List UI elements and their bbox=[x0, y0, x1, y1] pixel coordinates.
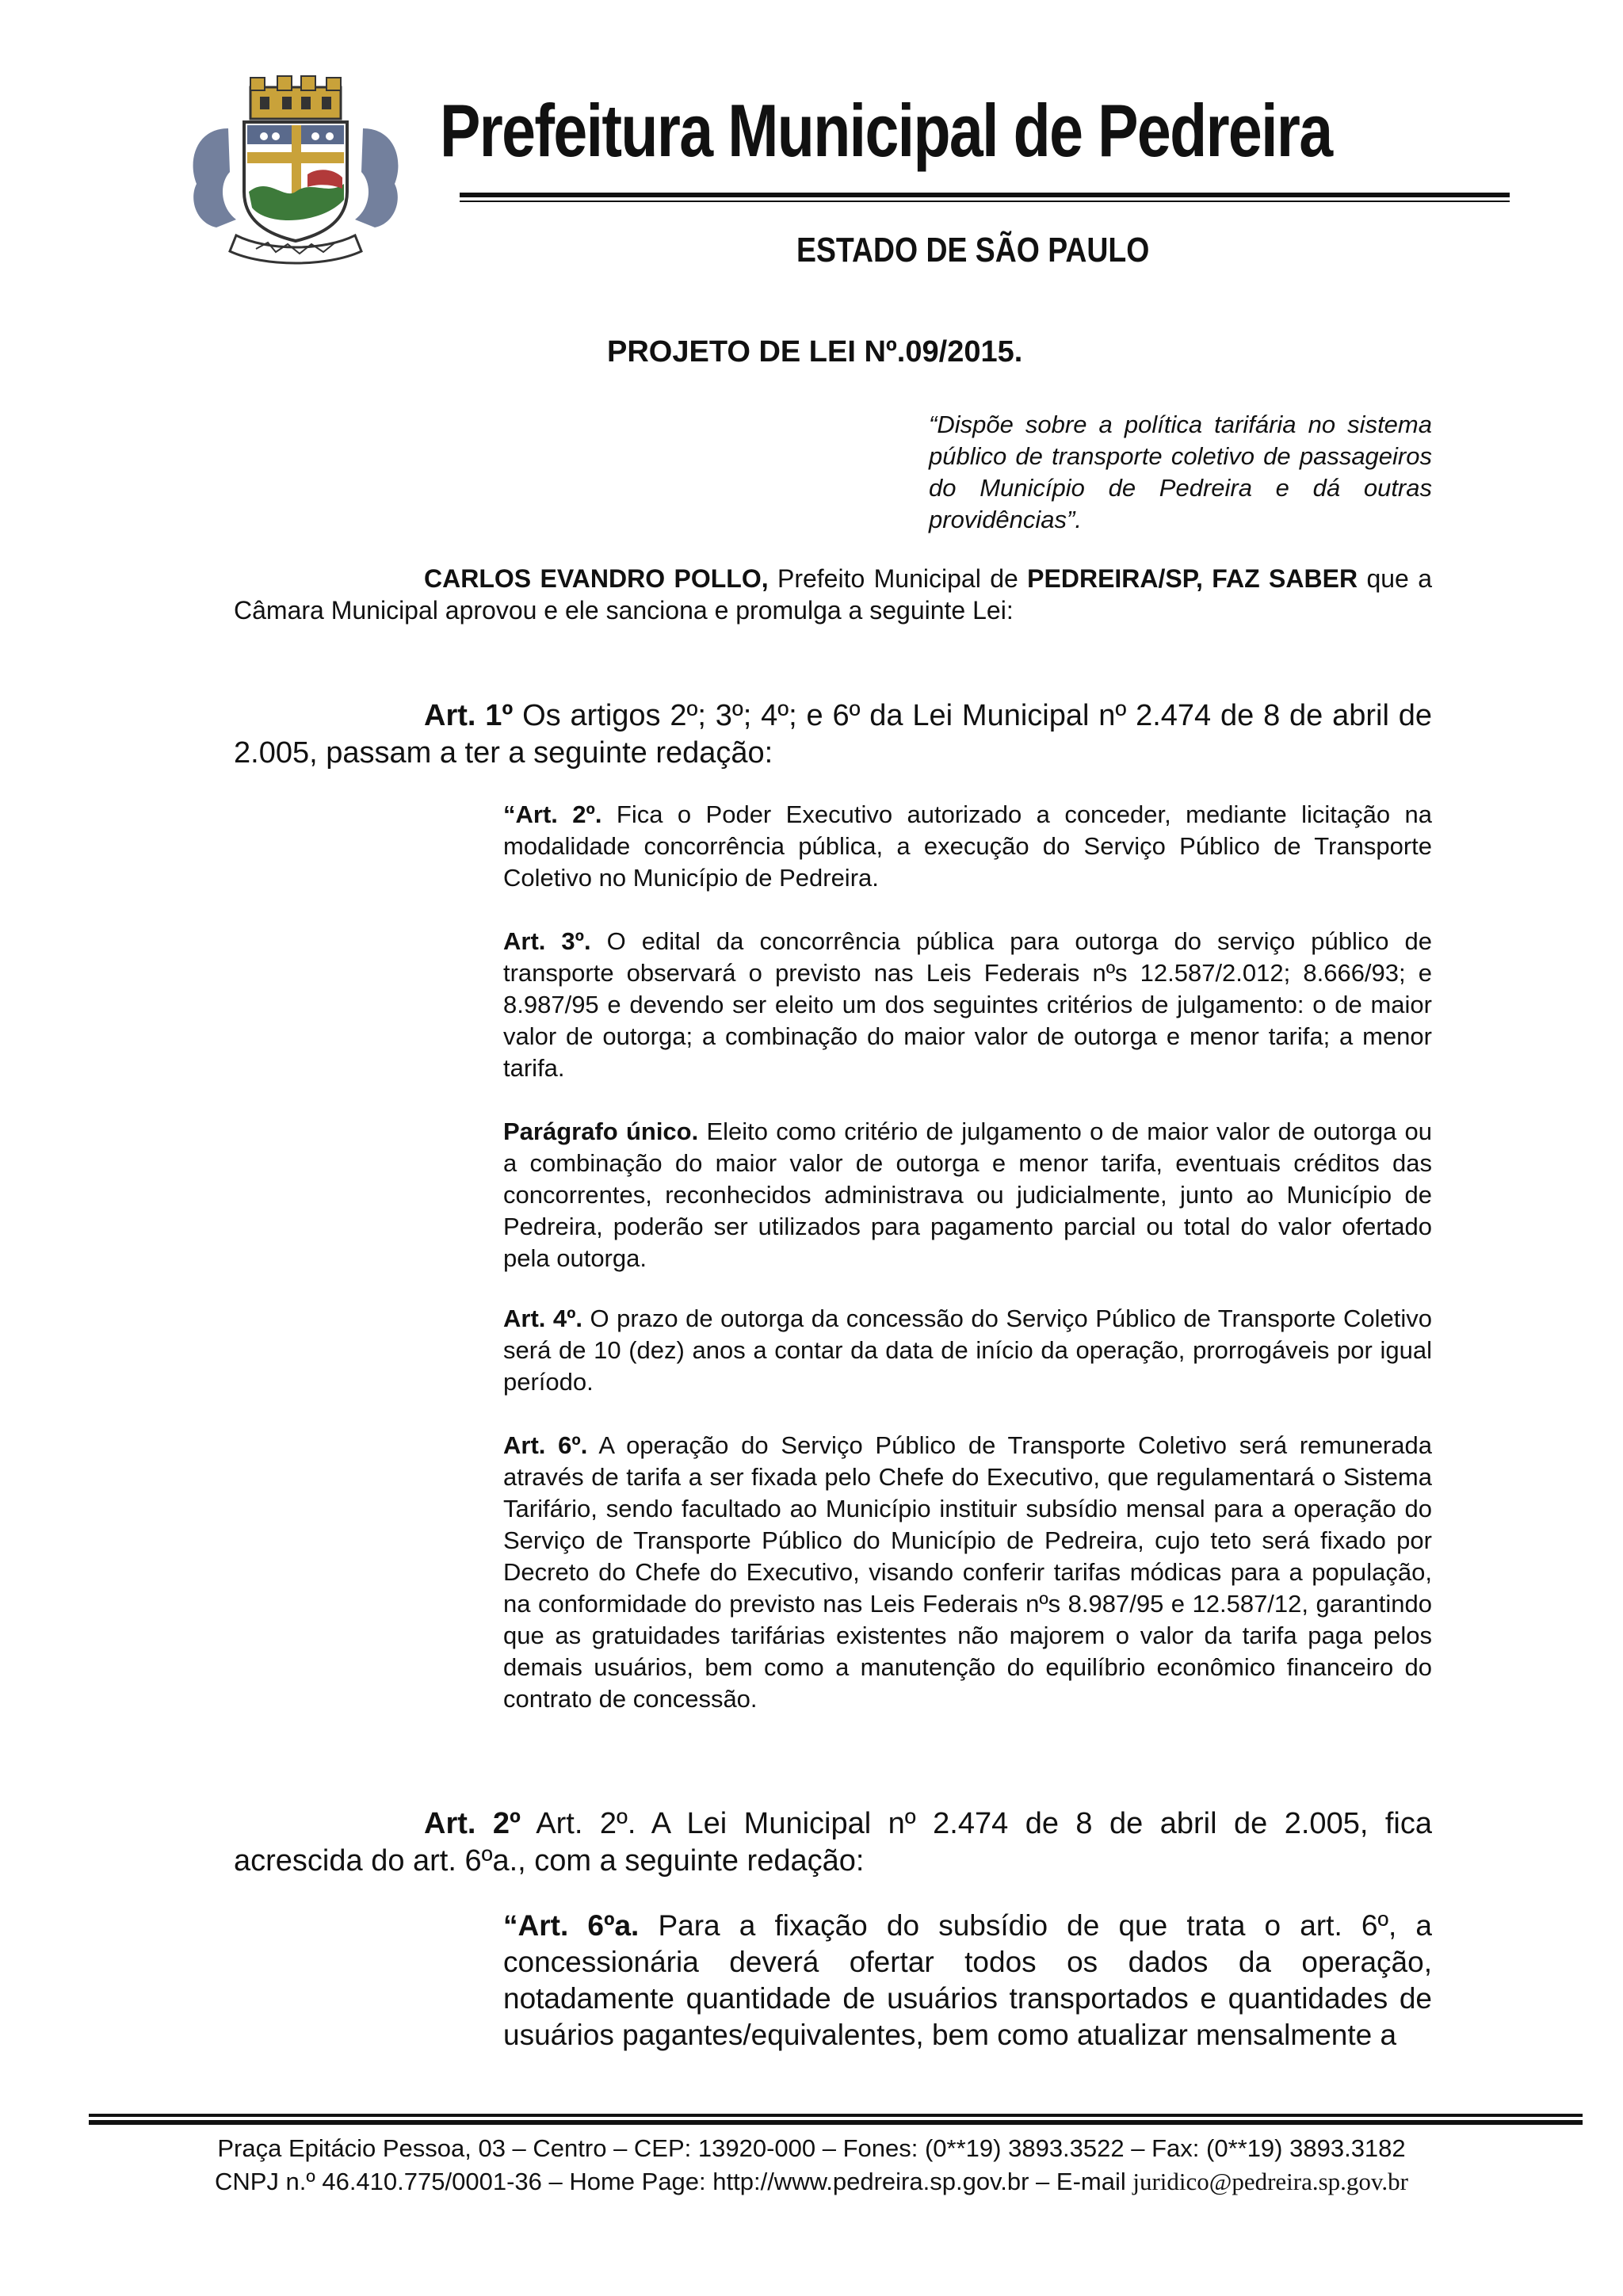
article-1-text: Os artigos 2º; 3º; 4º; e 6º da Lei Municipal nº 2.474 de 8 de abril de 2.005, passam a ter a seguinte redação: bbox=[234, 699, 1433, 770]
bill-summary: “Dispõe sobre a política tarifária no sistema público de transporte coletivo de passageiros do Município de Pedreira e dá outras providências”. bbox=[929, 411, 1432, 533]
enactment-text-2: que a Câmara Municipal aprovou e ele sanciona e promulga a seguinte Lei: bbox=[234, 564, 1432, 625]
quoted-article-2-text: Fica o Poder Executivo autorizado a conceder, mediante licitação na modalidade concorrência pública, a execução do Serviço Público de Transporte Coletivo no Município de Pedreira. bbox=[503, 800, 1432, 892]
article-1-label: Art. 1º bbox=[424, 699, 514, 732]
state-subtitle: ESTADO DE SÃO PAULO bbox=[796, 231, 1150, 269]
quoted-article-3-label: Art. 3º. bbox=[503, 927, 591, 955]
quoted-article-2-label: “Art. 2º. bbox=[503, 800, 602, 828]
quoted-article-6a bbox=[503, 1908, 1432, 2053]
enactment-text-1: Prefeito Municipal de bbox=[768, 564, 1028, 593]
footer-address: Praça Epitácio Pessoa, 03 – Centro – CEP: 13920-000 – Fones: (0**19) 3893.3522 – Fax: (0**19) 3893.3182 bbox=[217, 2134, 1406, 2162]
quoted-article-4-label: Art. 4º. bbox=[503, 1305, 583, 1332]
footer-contact-text: CNPJ n.º 46.410.775/0001-36 – Home Page: http://www.pedreira.sp.gov.br – E-mail bbox=[214, 2168, 1133, 2195]
bill-title: PROJETO DE LEI Nº.09/2015. bbox=[607, 335, 1023, 369]
quoted-article-4-text: O prazo de outorga da concessão do Serviço Público de Transporte Coletivo será de 10 (dez) anos a contar da data de início da operação, prorrogáveis por igual período. bbox=[503, 1305, 1432, 1396]
article-2 bbox=[234, 1805, 1432, 1880]
footer-divider-thick bbox=[89, 2120, 1583, 2125]
article-2-text: Art. 2º. A Lei Municipal nº 2.474 de 8 de abril de 2.005, fica acrescida do art. 6ºa., com a seguinte redação: bbox=[234, 1807, 1432, 1878]
quoted-article-6a-label: “Art. 6ºa. bbox=[503, 1909, 640, 1942]
quoted-article-3 bbox=[503, 926, 1432, 1084]
enactment-clause bbox=[234, 563, 1432, 626]
quoted-article-6a-text: Para a fixação do subsídio de que trata o art. 6º, a concessionária deverá ofertar todos os dados da operação, notadamente quantidade de usuários transportados e quantidades de usuários pagantes/equivalentes, bem como atualizar mensalmente a bbox=[503, 1909, 1432, 2051]
quoted-sole-paragraph-text: Eleito como critério de julgamento o de maior valor de outorga ou a combinação do maior valor de outorga e menor tarifa, eventuais créditos das concorrentes, reconhecidos administrava ou judicialmente, junto ao Município de Pedreira, poderão ser utilizados para pagamento parcial ou total do valor ofertado pela outorga. bbox=[503, 1117, 1433, 1272]
mayor-name: CARLOS EVANDRO POLLO, bbox=[424, 564, 769, 593]
footer-divider bbox=[89, 2114, 1583, 2117]
article-1 bbox=[234, 697, 1432, 772]
footer-email: juridico@pedreira.sp.gov.br bbox=[1132, 2168, 1408, 2195]
footer-contact bbox=[0, 2168, 1623, 2196]
quoted-article-6-text: A operação do Serviço Público de Transporte Coletivo será remunerada através de tarifa a ser fixada pelo Chefe do Executivo, que regulamentará o Sistema Tarifário, sendo facultado ao Município instituir subsídio mensal para a operação do Serviço de Transporte Público do Município de Pedreira, cujo teto será fixado por Decreto do Chefe do Executivo, visando conferir tarifas módicas para a população, na conformidade do previsto nas Leis Federais nºs 8.987/95 e 12.587/12, garantindo que as gratuidades tarifárias existentes não majorem o valor da tarifa paga pelos demais usuários, bem como a manutenção do equilíbrio econômico financeiro do contrato de concessão. bbox=[503, 1431, 1432, 1713]
header-divider bbox=[460, 193, 1510, 197]
quoted-article-4 bbox=[503, 1303, 1432, 1398]
quoted-article-3-text: O edital da concorrência pública para outorga do serviço público de transporte observará o previsto nas Leis Federais nºs 12.587/2.012; 8.666/93; e 8.987/95 e devendo ser eleito um dos seguintes critérios de julgamento: o de maior valor de outorga; a combinação do maior valor de outorga e menor tarifa; a menor tarifa. bbox=[503, 927, 1432, 1082]
city-faz-saber: PEDREIRA/SP, FAZ SABER bbox=[1027, 564, 1358, 593]
quoted-article-2 bbox=[503, 799, 1432, 894]
quoted-article-6-label: Art. 6º. bbox=[503, 1431, 588, 1459]
quoted-sole-paragraph-label: Parágrafo único. bbox=[503, 1117, 699, 1145]
organization-title: Prefeitura Municipal de Pedreira bbox=[440, 89, 1332, 172]
header-divider-thin bbox=[460, 201, 1510, 202]
article-2-label: Art. 2º bbox=[424, 1807, 521, 1840]
coat-of-arms-icon bbox=[181, 73, 411, 267]
quoted-article-6 bbox=[503, 1430, 1432, 1715]
quoted-sole-paragraph bbox=[503, 1116, 1432, 1274]
